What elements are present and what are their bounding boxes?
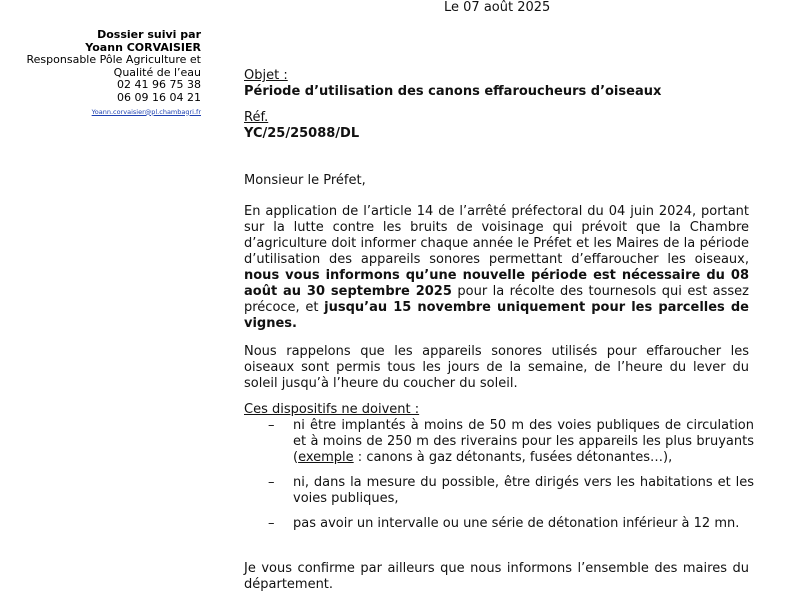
rules-list [244,402,754,532]
rule-1-text-b: : canons à gaz détonants, fusées détonantes…), [353,450,673,465]
reference-text: YC/25/25088/DL [244,126,360,141]
list-item [244,516,754,532]
sender-phone-2: 06 09 16 04 21 [117,90,201,104]
sender-role-line1: Responsable Pôle Agriculture et [26,53,201,67]
sender-followed-by: Dossier suivi par [97,28,201,41]
salutation: Monsieur le Préfet, [244,173,366,188]
paragraph-2: Nous rappelons que les appareils sonores utilisés pour effaroucher les oiseaux sont permis tous les jours de la semaine, de l’heure du lever du soleil jusqu’à l’heure du coucher du soleil. [244,344,749,391]
sender-phone-1: 02 41 96 75 38 [117,78,201,92]
rule-3-text: pas avoir un intervalle ou une série de détonation inférieur à 12 mn. [293,516,740,531]
subject-block [244,68,749,100]
paragraph-1-bold-b: jusqu’au 15 novembre uniquement pour les parcelles de vignes. [244,300,749,331]
rule-2-text: ni, dans la mesure du possible, être dirigés vers les habitations et les voies publiques, [293,475,754,506]
paragraph-1-text-a: En application de l’article 14 de l’arrêté préfectoral du 04 juin 2024, portant sur la lutte contre les bruits de voisinage qui prévoit que la Chambre d’agriculture doit informer chaque année le Préfet et les Maires de la période d’utilisation des appareils sonores permettant d’effaroucher les oiseaux, [244,204,749,267]
dash-bullet: – [268,418,275,433]
paragraph-1-bold-a: nous vous informons qu’une nouvelle période est nécessaire du 08 août au 30 septembre 2025 [244,268,749,299]
sender-email-link[interactable]: Yoann.corvaisier@pl.chambagri.fr [91,107,201,116]
list-item [244,475,754,507]
sender-role-line2: Qualité de l’eau [113,65,201,79]
rule-1-example: exemple [298,450,354,465]
list-item [244,418,754,466]
reference-block [244,110,749,142]
paragraph-3: Je vous confirme par ailleurs que nous informons l’ensemble des maires du département. [244,561,749,592]
paragraph-1 [244,204,749,332]
paragraph-1-text-b: pour la récolte des tournesols qui est assez précoce, et [244,284,749,315]
dash-bullet: – [268,475,275,490]
dash-bullet: – [268,516,275,531]
sender-name: Yoann CORVAISIER [85,40,201,54]
reference-label: Réf. [244,110,269,125]
subject-label: Objet : [244,68,288,83]
rules-heading: Ces dispositifs ne doivent : [244,402,420,417]
subject-text: Période d’utilisation des canons effaroucheurs d’oiseaux [244,84,662,99]
rule-1-text-a: ni être implantés à moins de 50 m des voies publiques de circulation et à moins de 250 m des riverains pour les appareils les plus bruyants ( [293,418,754,465]
sender-block [27,29,201,117]
letter-date: Le 07 août 2025 [444,0,551,15]
